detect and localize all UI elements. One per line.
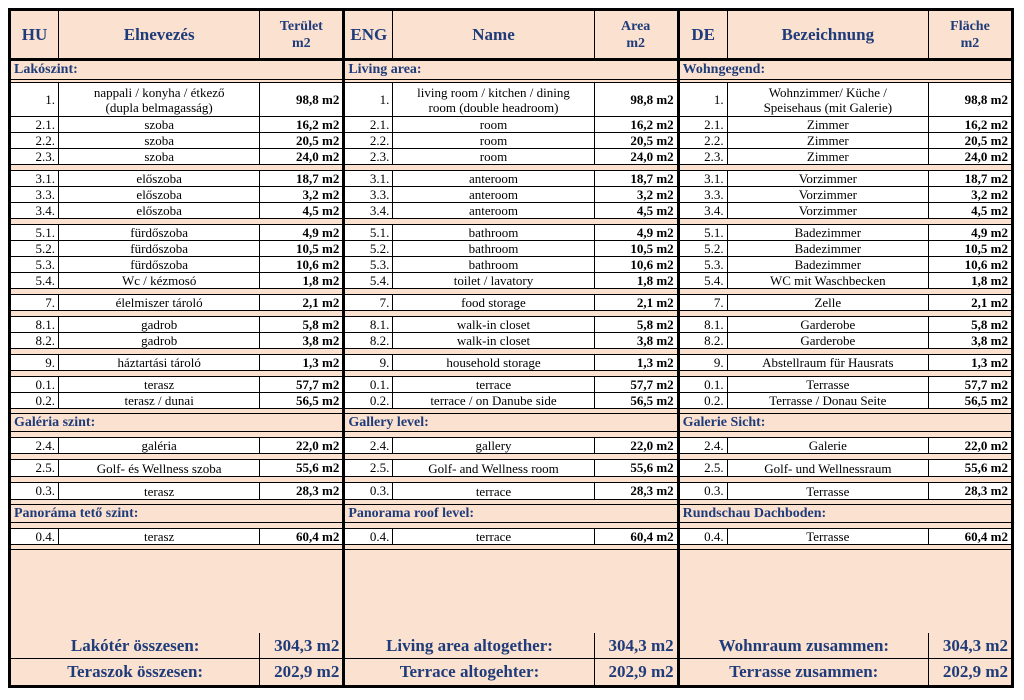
room-area: 4,5 m2 <box>636 202 674 218</box>
table-row <box>11 83 342 117</box>
room-area: 98,8 m2 <box>630 91 674 107</box>
room-name: Wc / kézmosó <box>59 273 260 288</box>
room-area: 4,9 m2 <box>971 224 1008 240</box>
room-name: Vorzimmer <box>728 203 929 218</box>
room-code: 0.2. <box>345 393 393 408</box>
table-row <box>11 273 342 289</box>
room-code: 3.3. <box>680 187 728 202</box>
table-row <box>345 377 676 393</box>
total-row <box>680 659 1011 685</box>
room-name: household storage <box>393 355 594 370</box>
room-area: 16,2 m2 <box>964 116 1008 132</box>
room-name: Garderobe <box>728 317 929 332</box>
room-area: 5,8 m2 <box>971 316 1008 332</box>
table-row <box>345 393 676 409</box>
room-code: 5.2. <box>11 241 59 256</box>
room-code: 5.2. <box>680 241 728 256</box>
room-code: 3.4. <box>11 203 59 218</box>
room-area: 1,8 m2 <box>636 272 674 288</box>
room-code: 0.2. <box>11 393 59 408</box>
room-name: terrace <box>393 377 594 392</box>
room-area: 57,7 m2 <box>964 376 1008 392</box>
room-area: 10,6 m2 <box>295 256 340 272</box>
table-row <box>680 83 1011 117</box>
column-header <box>11 11 342 61</box>
room-code: 0.1. <box>11 377 59 392</box>
room-code: 1. <box>680 83 728 116</box>
table-row <box>680 295 1011 311</box>
table-row <box>680 257 1011 273</box>
room-name: room <box>393 133 594 148</box>
room-code: 1. <box>11 83 59 116</box>
room-name: Zimmer <box>728 149 929 164</box>
room-area: 24,0 m2 <box>964 148 1008 164</box>
room-area: 5,8 m2 <box>636 316 674 332</box>
total-value: 202,9 m2 <box>608 662 674 681</box>
room-code: 5.3. <box>345 257 393 272</box>
table-row <box>345 149 676 165</box>
total-label: Teraszok összesen: <box>11 659 260 685</box>
total-row <box>345 633 676 659</box>
table-row <box>11 171 342 187</box>
room-area: 56,5 m2 <box>295 392 340 408</box>
table-row <box>345 117 676 133</box>
language-column <box>342 11 676 685</box>
table-row <box>680 133 1011 149</box>
room-name: Terrasse / Donau Seite <box>728 393 929 408</box>
room-area: 10,6 m2 <box>630 256 674 272</box>
total-value: 304,3 m2 <box>942 635 1008 655</box>
room-area: 60,4 m2 <box>964 528 1008 544</box>
table-row <box>345 187 676 203</box>
table-row <box>11 257 342 273</box>
room-name: előszoba <box>59 171 260 186</box>
table-row <box>11 377 342 393</box>
room-name: terasz <box>59 483 260 499</box>
room-name: WC mit Waschbecken <box>728 273 929 288</box>
room-code: 2.5. <box>345 460 393 476</box>
room-area: 1,3 m2 <box>636 354 674 370</box>
room-area: 3,2 m2 <box>971 186 1008 202</box>
section-title: Galéria szint: <box>11 414 342 432</box>
table-row <box>345 83 676 117</box>
room-name: terasz <box>59 529 260 544</box>
room-code: 2.4. <box>680 438 728 453</box>
table-row <box>680 273 1011 289</box>
table-row <box>345 225 676 241</box>
room-code: 0.3. <box>11 483 59 499</box>
room-name: Badezimmer <box>728 225 929 240</box>
room-name: terasz / dunai <box>59 393 260 408</box>
total-row <box>680 633 1011 659</box>
room-name: walk-in closet <box>393 333 594 348</box>
table-row <box>680 117 1011 133</box>
section-title: Panoráma tető szint: <box>11 505 342 523</box>
section-title: Galerie Sicht: <box>680 414 1011 432</box>
area-header: Area m2 <box>621 18 651 51</box>
room-code: 0.1. <box>345 377 393 392</box>
room-name: Golf- és Wellness szoba <box>59 460 260 476</box>
room-code: 0.4. <box>345 529 393 544</box>
room-code: 5.2. <box>345 241 393 256</box>
room-name: room <box>393 117 594 132</box>
room-code: 2.2. <box>345 133 393 148</box>
room-area: 20,5 m2 <box>295 132 340 148</box>
table-row <box>345 273 676 289</box>
room-area: 1,3 m2 <box>971 354 1008 370</box>
table-row <box>680 317 1011 333</box>
room-code: 0.4. <box>11 529 59 544</box>
room-name: gadrob <box>59 333 260 348</box>
table-row <box>680 355 1011 371</box>
name-header: Elnevezés <box>59 11 260 58</box>
room-name: Vorzimmer <box>728 187 929 202</box>
room-area: 24,0 m2 <box>295 148 340 164</box>
table-row <box>11 241 342 257</box>
room-code: 5.3. <box>680 257 728 272</box>
table-row <box>680 171 1011 187</box>
room-area: 3,8 m2 <box>636 332 674 348</box>
table-row <box>680 377 1011 393</box>
table-row <box>345 133 676 149</box>
room-area: 28,3 m2 <box>295 483 340 498</box>
room-code: 0.2. <box>680 393 728 408</box>
table-row <box>680 241 1011 257</box>
room-name: Zimmer <box>728 117 929 132</box>
room-code: 3.1. <box>345 171 393 186</box>
room-code: 9. <box>11 355 59 370</box>
table-row <box>345 203 676 219</box>
total-row <box>11 633 342 659</box>
room-name: toilet / lavatory <box>393 273 594 288</box>
room-area: 3,8 m2 <box>971 332 1008 348</box>
total-value: 202,9 m2 <box>274 662 340 681</box>
table-row <box>680 438 1011 454</box>
room-code: 2.1. <box>345 117 393 132</box>
total-label: Lakótér összesen: <box>11 633 260 658</box>
room-name: Garderobe <box>728 333 929 348</box>
room-name: Golf- and Wellness room <box>393 460 594 476</box>
room-code: 5.4. <box>345 273 393 288</box>
room-code: 8.1. <box>345 317 393 332</box>
room-area: 57,7 m2 <box>295 376 340 392</box>
room-name: Golf- und Wellnessraum <box>728 460 929 476</box>
total-label: Living area altogether: <box>345 633 594 658</box>
room-area: 2,1 m2 <box>971 294 1008 310</box>
room-name: Badezimmer <box>728 257 929 272</box>
room-name: bathroom <box>393 241 594 256</box>
section-title: Panorama roof level: <box>345 505 676 523</box>
room-name: fürdőszoba <box>59 257 260 272</box>
room-area: 1,8 m2 <box>971 272 1008 288</box>
room-area: 22,0 m2 <box>630 437 674 453</box>
room-code: 8.2. <box>345 333 393 348</box>
room-code: 3.3. <box>345 187 393 202</box>
room-name: fürdőszoba <box>59 241 260 256</box>
language-code: HU <box>11 11 59 58</box>
room-name: háztartási tároló <box>59 355 260 370</box>
room-area: 2,1 m2 <box>302 294 340 310</box>
room-area: 22,0 m2 <box>295 437 340 453</box>
room-code: 2.4. <box>345 438 393 453</box>
table-row <box>11 529 342 545</box>
room-code: 0.4. <box>680 529 728 544</box>
table-row <box>680 187 1011 203</box>
section-title: Rundschau Dachboden: <box>680 505 1011 523</box>
table-row <box>11 460 342 477</box>
column-header <box>680 11 1011 61</box>
room-area: 60,4 m2 <box>630 528 674 544</box>
table-row <box>680 483 1011 500</box>
room-code: 0.3. <box>680 483 728 499</box>
table-row <box>11 295 342 311</box>
section-title: Lakószint: <box>11 61 342 80</box>
room-area: 3,2 m2 <box>636 186 674 202</box>
room-code: 0.1. <box>680 377 728 392</box>
room-code: 2.1. <box>680 117 728 132</box>
room-code: 2.2. <box>680 133 728 148</box>
total-label: Terrace altogehter: <box>345 659 594 685</box>
room-area: 28,3 m2 <box>964 483 1008 498</box>
room-name: Abstellraum für Hausrats <box>728 355 929 370</box>
table-row <box>345 355 676 371</box>
room-code: 3.4. <box>680 203 728 218</box>
room-name: Zelle <box>728 295 929 310</box>
room-area: 10,5 m2 <box>295 240 340 256</box>
room-name: walk-in closet <box>393 317 594 332</box>
section-title: Living area: <box>345 61 676 80</box>
room-code: 5.3. <box>11 257 59 272</box>
room-name: szoba <box>59 149 260 164</box>
table-row <box>11 483 342 500</box>
table-row <box>345 171 676 187</box>
room-area: 18,7 m2 <box>295 170 340 186</box>
room-name: előszoba <box>59 203 260 218</box>
room-name: Terrasse <box>728 377 929 392</box>
room-name: terrace <box>393 529 594 544</box>
room-code: 9. <box>680 355 728 370</box>
room-name: galéria <box>59 438 260 453</box>
room-code: 1. <box>345 83 393 116</box>
table-row <box>680 460 1011 477</box>
language-column <box>11 11 342 685</box>
area-header: Fläche m2 <box>950 18 990 51</box>
room-name: élelmiszer tároló <box>59 295 260 310</box>
room-name: Wohnzimmer/ Küche / Speisehaus (mit Galerie) <box>728 83 929 116</box>
room-area: 18,7 m2 <box>964 170 1008 186</box>
room-code: 2.5. <box>11 460 59 476</box>
total-row <box>345 659 676 685</box>
table-row <box>345 333 676 349</box>
table-row <box>680 203 1011 219</box>
room-name: előszoba <box>59 187 260 202</box>
room-area: 10,5 m2 <box>964 240 1008 256</box>
room-code: 5.1. <box>11 225 59 240</box>
table-row <box>11 187 342 203</box>
room-area: 56,5 m2 <box>630 392 674 408</box>
room-name: Terrasse <box>728 529 929 544</box>
table-row <box>345 241 676 257</box>
room-area: 22,0 m2 <box>964 437 1008 453</box>
section-title: Gallery level: <box>345 414 676 432</box>
room-name: Zimmer <box>728 133 929 148</box>
total-value: 304,3 m2 <box>608 635 674 655</box>
room-area: 60,4 m2 <box>295 528 340 544</box>
room-code: 9. <box>345 355 393 370</box>
room-area: 4,5 m2 <box>302 202 340 218</box>
table-row <box>345 529 676 545</box>
room-area: 98,8 m2 <box>295 91 340 107</box>
room-code: 8.1. <box>680 317 728 332</box>
total-label: Terrasse zusammen: <box>680 659 929 685</box>
name-header: Bezeichnung <box>728 11 929 58</box>
row-spacer <box>11 550 342 633</box>
room-code: 5.1. <box>345 225 393 240</box>
language-code: DE <box>680 11 728 58</box>
room-area: 28,3 m2 <box>630 483 674 498</box>
table-row <box>345 257 676 273</box>
table-row <box>345 460 676 477</box>
room-code: 2.5. <box>680 460 728 476</box>
room-name: gallery <box>393 438 594 453</box>
room-area: 98,8 m2 <box>964 91 1008 107</box>
room-area: 20,5 m2 <box>630 132 674 148</box>
room-area: 4,5 m2 <box>971 202 1008 218</box>
room-code: 5.1. <box>680 225 728 240</box>
table-row <box>11 333 342 349</box>
language-column <box>677 11 1011 685</box>
name-header: Name <box>393 11 594 58</box>
room-area: 10,6 m2 <box>964 256 1008 272</box>
room-name: room <box>393 149 594 164</box>
total-row <box>11 659 342 685</box>
table-row <box>345 317 676 333</box>
table-row <box>11 317 342 333</box>
table-row <box>11 133 342 149</box>
room-name: Terrasse <box>728 483 929 499</box>
room-area: 20,5 m2 <box>964 132 1008 148</box>
total-value: 202,9 m2 <box>942 662 1008 681</box>
room-name: anteroom <box>393 171 594 186</box>
table-row <box>345 438 676 454</box>
room-name: gadrob <box>59 317 260 332</box>
room-code: 7. <box>345 295 393 310</box>
table-row <box>345 483 676 500</box>
room-area: 1,8 m2 <box>302 272 340 288</box>
room-area: 3,2 m2 <box>302 186 340 202</box>
room-name: food storage <box>393 295 594 310</box>
room-name: Galerie <box>728 438 929 453</box>
room-code: 5.4. <box>11 273 59 288</box>
room-name: bathroom <box>393 257 594 272</box>
room-code: 0.3. <box>345 483 393 499</box>
table-row <box>680 225 1011 241</box>
column-header <box>345 11 676 61</box>
room-area: 55,6 m2 <box>295 460 340 475</box>
room-code: 8.1. <box>11 317 59 332</box>
room-code: 2.3. <box>680 149 728 164</box>
room-name: bathroom <box>393 225 594 240</box>
table-row <box>680 529 1011 545</box>
total-value: 304,3 m2 <box>274 635 340 655</box>
room-name: Vorzimmer <box>728 171 929 186</box>
room-code: 2.4. <box>11 438 59 453</box>
room-area: 16,2 m2 <box>295 116 340 132</box>
room-name: living room / kitchen / dining room (double headroom) <box>393 83 594 116</box>
room-area: 3,8 m2 <box>302 332 340 348</box>
room-name: anteroom <box>393 187 594 202</box>
table-row <box>680 149 1011 165</box>
table-row <box>11 355 342 371</box>
room-code: 3.4. <box>345 203 393 218</box>
room-code: 8.2. <box>680 333 728 348</box>
room-code: 7. <box>11 295 59 310</box>
room-name: Badezimmer <box>728 241 929 256</box>
room-area: 55,6 m2 <box>964 460 1008 475</box>
area-header: Terület m2 <box>279 18 323 51</box>
room-code: 3.3. <box>11 187 59 202</box>
room-code: 3.1. <box>680 171 728 186</box>
table-row <box>11 203 342 219</box>
room-code: 2.3. <box>11 149 59 164</box>
room-area: 18,7 m2 <box>630 170 674 186</box>
room-code: 2.3. <box>345 149 393 164</box>
room-area: 57,7 m2 <box>630 376 674 392</box>
room-area: 24,0 m2 <box>630 148 674 164</box>
room-name: szoba <box>59 117 260 132</box>
room-name: terrace <box>393 483 594 499</box>
language-code: ENG <box>345 11 393 58</box>
room-name: terrace / on Danube side <box>393 393 594 408</box>
room-name: fürdőszoba <box>59 225 260 240</box>
room-code: 2.1. <box>11 117 59 132</box>
room-area-table <box>8 8 1014 688</box>
room-code: 7. <box>680 295 728 310</box>
table-row <box>11 117 342 133</box>
room-area: 10,5 m2 <box>630 240 674 256</box>
table-row <box>11 149 342 165</box>
room-area: 55,6 m2 <box>630 460 674 475</box>
room-code: 8.2. <box>11 333 59 348</box>
room-area: 2,1 m2 <box>636 294 674 310</box>
total-label: Wohnraum zusammen: <box>680 633 929 658</box>
room-area: 4,9 m2 <box>302 224 340 240</box>
room-name: szoba <box>59 133 260 148</box>
table-row <box>345 295 676 311</box>
table-row <box>11 393 342 409</box>
room-name: nappali / konyha / étkező (dupla belmagasság) <box>59 83 260 116</box>
room-area: 56,5 m2 <box>964 392 1008 408</box>
room-code: 2.2. <box>11 133 59 148</box>
room-area: 16,2 m2 <box>630 116 674 132</box>
table-row <box>11 225 342 241</box>
room-code: 3.1. <box>11 171 59 186</box>
row-spacer <box>345 550 676 633</box>
room-code: 5.4. <box>680 273 728 288</box>
room-name: anteroom <box>393 203 594 218</box>
room-area: 5,8 m2 <box>302 316 340 332</box>
table-row <box>11 438 342 454</box>
row-spacer <box>680 550 1011 633</box>
section-title: Wohngegend: <box>680 61 1011 80</box>
room-name: terasz <box>59 377 260 392</box>
room-area: 1,3 m2 <box>302 354 340 370</box>
room-area: 4,9 m2 <box>636 224 674 240</box>
table-row <box>680 333 1011 349</box>
table-row <box>680 393 1011 409</box>
